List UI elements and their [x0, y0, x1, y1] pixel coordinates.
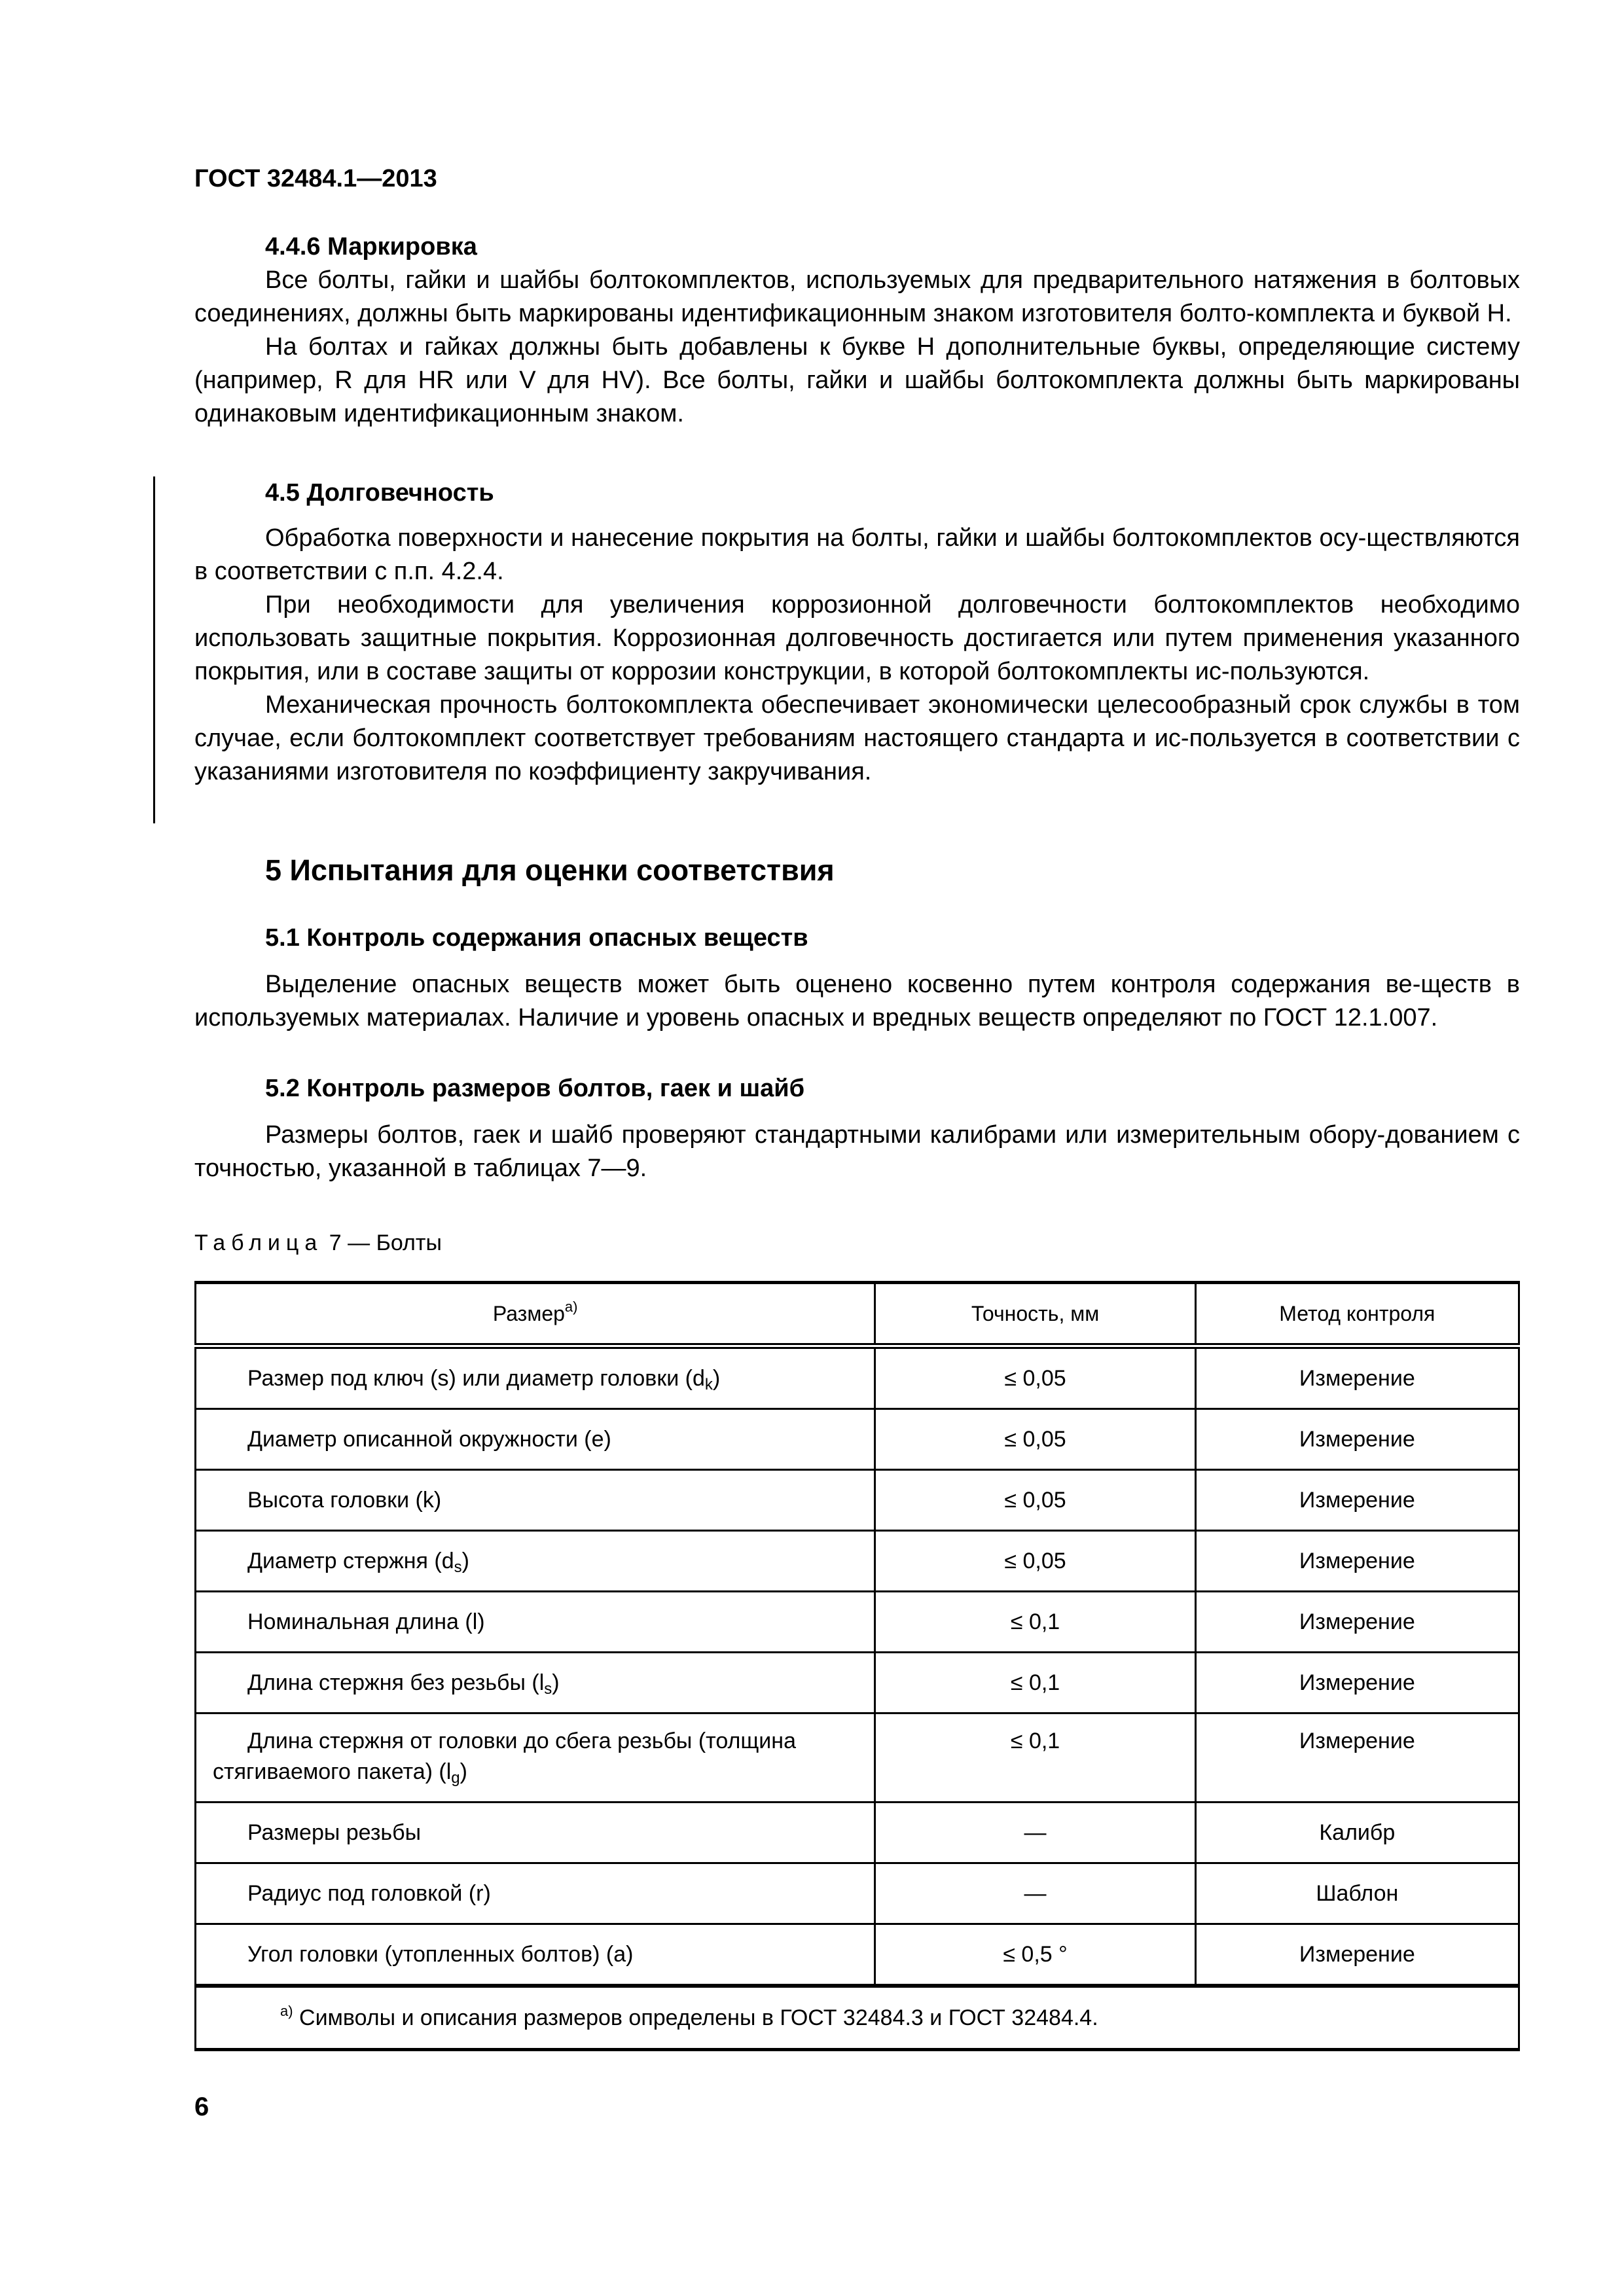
cell-method: Измерение: [1195, 1924, 1519, 1986]
header-size: Размер$^{а)}$: [196, 1283, 875, 1346]
table-row: [196, 1653, 1519, 1713]
cell-accuracy: ≤ 0,05: [875, 1531, 1195, 1592]
table-header-row: [196, 1283, 1519, 1346]
cell-size: Угол головки (утопленных болтов) (a): [196, 1924, 875, 1986]
table-footnote: $^{а)}$ Символы и описания размеров определены в ГОСТ 32484.3 и ГОСТ 32484.4.: [196, 1986, 1519, 2050]
table-caption-word: Таблица: [194, 1230, 323, 1255]
cell-method: Измерение: [1195, 1531, 1519, 1592]
section-title: 5.2 Контроль размеров болтов, гаек и шайб: [265, 1075, 805, 1102]
section-title: 4.5 Долговечность: [265, 479, 494, 507]
table-row: [196, 1924, 1519, 1986]
change-bar: [153, 476, 155, 823]
section-title: 5.1 Контроль содержания опасных веществ: [265, 924, 808, 952]
cell-accuracy: —: [875, 1803, 1195, 1863]
cell-size: Длина стержня без резьбы $(l_s)$: [196, 1653, 875, 1713]
header-accuracy: Точность, мм: [875, 1283, 1195, 1346]
cell-accuracy: ≤ 0,5 °: [875, 1924, 1195, 1986]
section-5-2: [194, 1072, 1520, 1185]
paragraph: Размеры болтов, гаек и шайб проверяют стандартными калибрами или измерительным обору-дованием с точностью, указанной в таблицах 7—9.: [194, 1121, 1520, 1182]
table-row: [196, 1803, 1519, 1863]
section-4-5: [194, 476, 1520, 789]
table-7-bolts: [194, 1281, 1520, 2051]
paragraph: На болтах и гайках должны быть добавлены к букве H дополнительные буквы, определяющие систему (например, R для HR или V для HV). Все болты, гайки и шайбы болтокомплекта должны быть маркированы одинаковым идентификационным знаком.: [194, 333, 1520, 427]
cell-method: Измерение: [1195, 1592, 1519, 1653]
paragraph: Выделение опасных веществ может быть оценено косвенно путем контроля содержания ве-ществ в используемых материалах. Наличие и уровень опасных и вредных веществ определяют по ГОСТ 12.1.007.: [194, 971, 1520, 1031]
cell-method: Калибр: [1195, 1803, 1519, 1863]
cell-method: Шаблон: [1195, 1863, 1519, 1924]
table-footnote-row: [196, 1986, 1519, 2050]
paragraph: При необходимости для увеличения коррозионной долговечности болтокомплектов необходимо использовать защитные покрытия. Коррозионная долговечность достигается или путем применения указанного покрытия, или в составе защиты от коррозии конструкции, в которой болтокомплекты ис-пользуются.: [194, 591, 1520, 685]
section-4-4-6: [194, 230, 1520, 431]
cell-accuracy: —: [875, 1863, 1195, 1924]
table-caption-title: 7 — Болты: [329, 1230, 442, 1255]
table-row: [196, 1531, 1519, 1592]
cell-accuracy: ≤ 0,05: [875, 1470, 1195, 1531]
cell-size: Размер под ключ (s) или диаметр головки $(d_k)$: [196, 1346, 875, 1409]
cell-size: Диаметр стержня $(d_s)$: [196, 1531, 875, 1592]
cell-method: Измерение: [1195, 1346, 1519, 1409]
cell-accuracy: ≤ 0,05: [875, 1346, 1195, 1409]
cell-accuracy: ≤ 0,05: [875, 1409, 1195, 1470]
table-row: [196, 1592, 1519, 1653]
table-row: [196, 1713, 1519, 1803]
cell-method: Измерение: [1195, 1713, 1519, 1803]
cell-size: Длина стержня от головки до сбега резьбы (толщина стягиваемого пакета) $(l_g)$: [196, 1713, 875, 1803]
cell-method: Измерение: [1195, 1470, 1519, 1531]
cell-accuracy: ≤ 0,1: [875, 1592, 1195, 1653]
cell-size: Номинальная длина (l): [196, 1592, 875, 1653]
table-row: [196, 1346, 1519, 1409]
paragraph: Обработка поверхности и нанесение покрытия на болты, гайки и шайбы болтокомплектов осу-ществляются в соответствии с п.п. 4.2.4.: [194, 524, 1520, 585]
table-row: [196, 1863, 1519, 1924]
section-title: 4.4.6 Маркировка: [265, 233, 477, 260]
document-header: ГОСТ 32484.1—2013: [194, 165, 437, 192]
section-title: 5 Испытания для оценки соответствия: [265, 853, 835, 887]
cell-accuracy: ≤ 0,1: [875, 1713, 1195, 1803]
cell-size: Высота головки (k): [196, 1470, 875, 1531]
cell-size: Диаметр описанной окружности (e): [196, 1409, 875, 1470]
page-number: 6: [194, 2092, 209, 2121]
cell-size: Радиус под головкой (r): [196, 1863, 875, 1924]
cell-method: Измерение: [1195, 1409, 1519, 1470]
table-caption: [194, 1230, 442, 1256]
cell-size: Размеры резьбы: [196, 1803, 875, 1863]
section-5: [194, 851, 1520, 890]
cell-method: Измерение: [1195, 1653, 1519, 1713]
paragraph: Все болты, гайки и шайбы болтокомплектов, используемых для предварительного натяжения в болтовых соединениях, должны быть маркированы идентификационным знаком изготовителя болто-комплекта и буквой H.: [194, 266, 1520, 327]
cell-accuracy: ≤ 0,1: [875, 1653, 1195, 1713]
table-row: [196, 1470, 1519, 1531]
table-row: [196, 1409, 1519, 1470]
section-5-1: [194, 922, 1520, 1035]
header-method: Метод контроля: [1195, 1283, 1519, 1346]
paragraph: Механическая прочность болтокомплекта обеспечивает экономически целесообразный срок службы в том случае, если болтокомплект соответствует требованиям настоящего стандарта и ис-пользуется в соответствии с указаниями изготовителя по коэффициенту закручивания.: [194, 691, 1520, 785]
